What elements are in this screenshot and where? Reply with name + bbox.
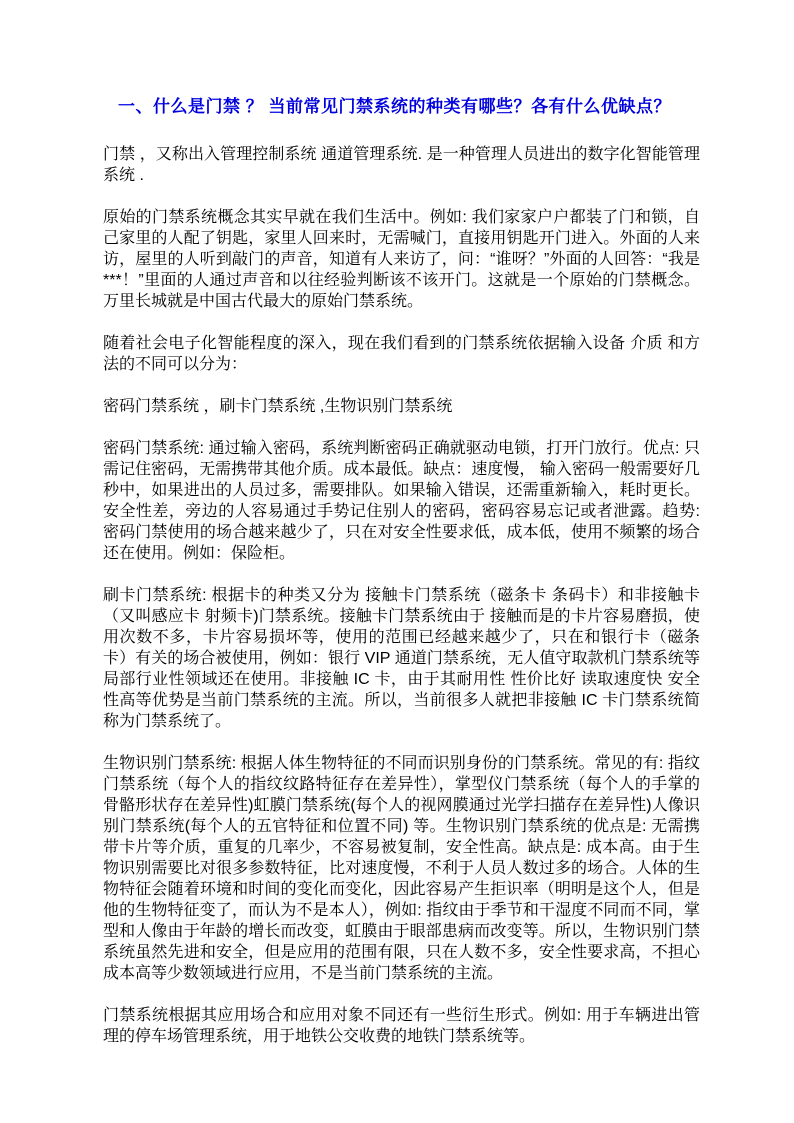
paragraph-origin-concept: 原始的门禁系统概念其实早就在我们生活中。例如: 我们家家户户都装了门和锁，自己家里的人配了钥匙，家里人回来时，无需喊门，直接用钥匙开门进入。外面的人来访，屋里的人听到敲门的声音，知道有人来访了，问：“谁呀？”外面的人回答：“我是***！”里面的人通过声音和以往经验判断该不该开门。这就是一个原始的门禁概念。万里长城就是中国古代最大的原始门禁系统。 — [103, 209, 700, 310]
paragraph-types-list: 密码门禁系统 ，刷卡门禁系统 ,生物识别门禁系统 — [103, 398, 453, 415]
paragraph-biometric-system: 生物识别门禁系统: 根据人体生物特征的不同而识别身份的门禁系统。常见的有: 指纹门禁系统（每个人的指纹纹路特征存在差异性），掌型仪门禁系统（每个人的手掌的骨骼形状存在差异性)虹膜门禁系统(每个人的视网膜通过光学扫描存在差异性)人像识别门禁系统(每个人的五官特征和位置不同) 等。生物识别门禁系统的优点是: 无需携带卡片等介质，重复的几率少，不容易被复制，安全性高。缺点是: 成本高。由于生物识别需要比对很多参数特征，比对速度慢，不利于人员人数过多的场合。人体的生物特征会随着环境和时间的变化而变化，因此容易产生拒识率（明明是这个人，但是他的生物特征变了，而认为不是本人），例如: 指纹由于季节和干湿度不同而不同，掌型和人像由于年龄的增长而改变，虹膜由于眼部患病而改变等。所以，生物识别门禁系统虽然先进和安全，但是应用的范围有限，只在人数不多，安全性要求高，不担心成本高等少数领域进行应用，不是当前门禁系统的主流。 — [103, 755, 700, 982]
paragraph-intro-definition: 门禁 ，又称出入管理控制系统 通道管理系统. 是一种管理人员进出的数字化智能管理系统 . — [103, 146, 700, 184]
paragraph-classification-intro: 随着社会电子化智能程度的深入，现在我们看到的门禁系统依据输入设备 介质 和方法的不同可以分为： — [103, 335, 700, 373]
paragraph-derivative-forms: 门禁系统根据其应用场合和应用对象不同还有一些衍生形式。例如: 用于车辆进出管理的停车场管理系统，用于地铁公交收费的地铁门禁系统等。 — [103, 1007, 700, 1045]
paragraph-card-system: 刷卡门禁系统: 根据卡的种类又分为 接触卡门禁系统（磁条卡 条码卡）和非接触卡（又叫感应卡 射频卡)门禁系统。接触卡门禁系统由于 接触而是的卡片容易磨损，使用次数不多，卡片容易损坏等，使用的范围已经越来越少了，只在和银行卡（磁条卡）有关的场合被使用，例如：银行 VIP 通道门禁系统，无人值守取款机门禁系统等局部行业性领域还在使用。非接触 IC 卡，由于其耐用性 性价比好 读取速度快 安全性高等优势是当前门禁系统的主流。所以，当前很多人就把非接触 IC 卡门禁系统简称为门禁系统了。 — [103, 587, 700, 730]
paragraph-password-system: 密码门禁系统: 通过输入密码，系统判断密码正确就驱动电锁，打开门放行。优点: 只需记住密码，无需携带其他介质。成本最低。缺点：速度慢， 输入密码一般需要好几秒中，如果进出的人员过多，需要排队。如果输入错误，还需重新输入，耗时更长。安全性差，旁边的人容易通过手势记住别人的密码，密码容易忘记或者泄露。趋势: 密码门禁使用的场合越来越少了，只在对安全性要求低，成本低，使用不频繁的场合还在使用。例如：保险柜。 — [103, 440, 700, 562]
document-heading: 一、什么是门禁 ？ 当前常见门禁系统的种类有哪些？各有什么优缺点？ — [118, 97, 671, 116]
